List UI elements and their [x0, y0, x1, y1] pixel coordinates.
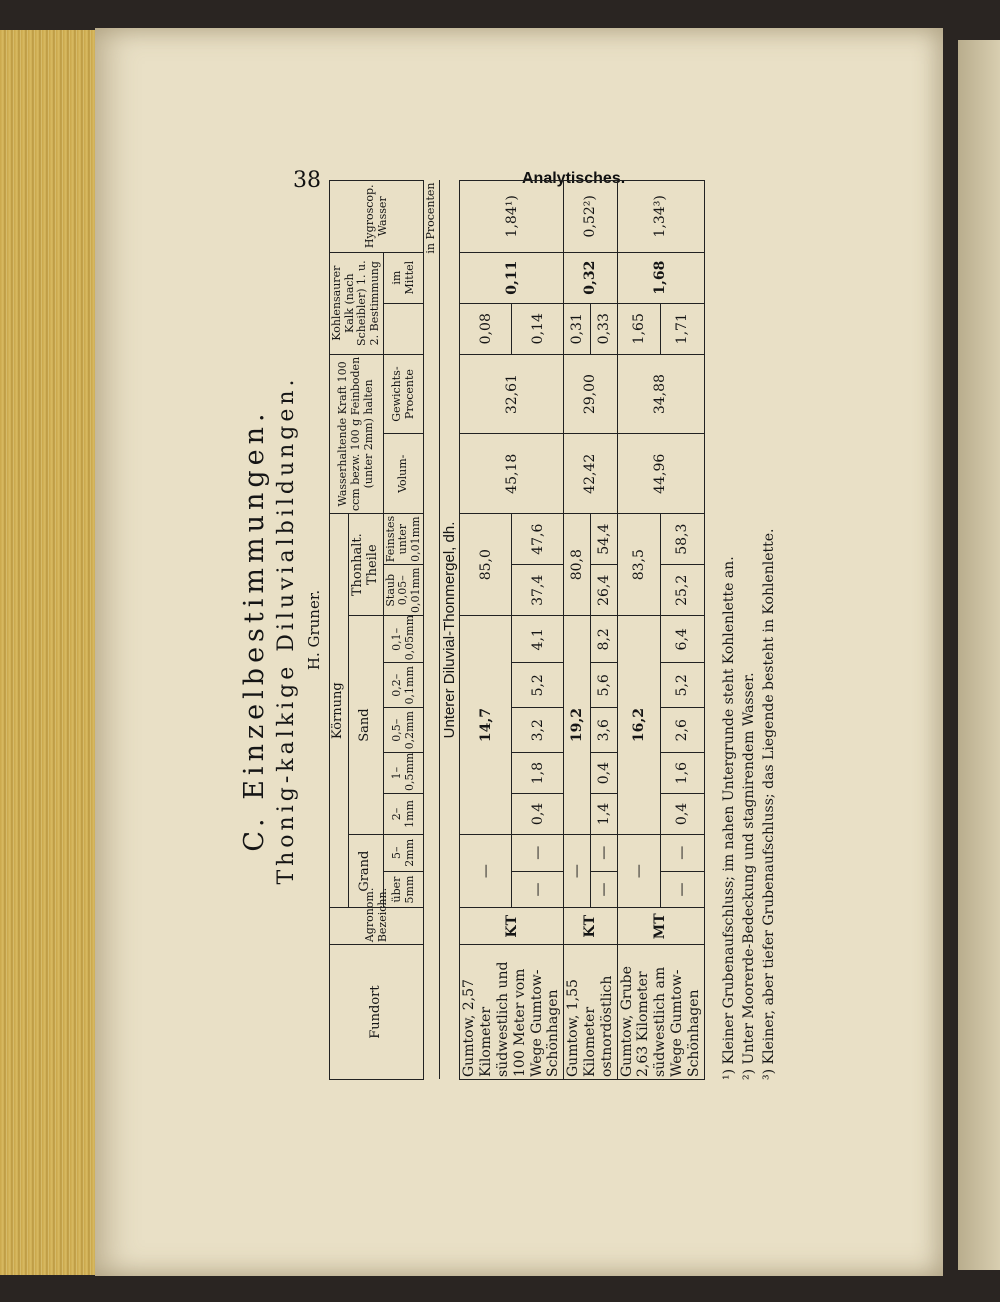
- facing-page-edge: [958, 40, 1000, 1270]
- value-cell: 0,4: [512, 794, 564, 835]
- running-head: Analytisches.: [522, 170, 626, 187]
- header-hygro: Hygroscop. Wasser: [330, 181, 424, 253]
- band-label: Unterer Diluvial-Thonmergel, dh.: [440, 181, 460, 1080]
- value-cell: 5,6: [590, 663, 617, 708]
- header-col-01-005: 0,1–0,05mm: [383, 616, 424, 663]
- value-cell: 3,6: [590, 708, 617, 753]
- header-wasser: Wasserhaltende Kraft 100 ccm bezw. 100 g Feinboden (unter 2mm) halten: [330, 354, 384, 513]
- table-row: [617, 181, 660, 1080]
- header-volum: Volum-: [383, 434, 424, 514]
- sand-total: 16,2: [617, 616, 660, 835]
- value-cell: 37,4: [512, 565, 564, 616]
- header-grand: Grand: [348, 834, 383, 908]
- feinstes-label: Feinstes: [383, 515, 397, 563]
- page-number: 38: [293, 168, 321, 193]
- grand-total: —: [564, 834, 591, 908]
- analysis-table: [329, 180, 705, 1080]
- hygro-cell: 1,34³): [617, 181, 704, 253]
- header-thonhalt: Thonhalt. Theile: [348, 514, 383, 616]
- value-cell: 8,2: [590, 616, 617, 663]
- fundort-cell: Gumtow, 2,57 Kilometer südwestlich und 100 Meter vom Wege Gumtow-Schönhagen: [460, 945, 564, 1080]
- header-koernung: Körnung: [330, 514, 349, 908]
- grand-total: —: [460, 834, 512, 908]
- grand-total: —: [617, 834, 660, 908]
- sand-total: 19,2: [564, 616, 591, 835]
- thon-total: 85,0: [460, 514, 512, 616]
- agronom-cell: MT: [617, 908, 704, 945]
- section-title: C. Einzelbestimmungen.: [239, 408, 270, 852]
- value-cell: 3,2: [512, 708, 564, 753]
- gewicht-cell: 32,61: [460, 354, 564, 434]
- rotated-content: [235, 180, 895, 1080]
- header-col-1-05: 1–0,5mm: [383, 753, 424, 794]
- header-col-05-02: 0,5–0,2mm: [383, 708, 424, 753]
- value-cell: 2,6: [661, 708, 705, 753]
- table-row: [460, 181, 512, 1080]
- value-cell: —: [590, 834, 617, 871]
- value-cell: 25,2: [661, 565, 705, 616]
- value-cell: —: [661, 871, 705, 908]
- header-col-ueber5: über 5mm: [383, 871, 424, 908]
- value-cell: 47,6: [512, 514, 564, 565]
- value-cell: —: [590, 871, 617, 908]
- value-cell: 0,4: [661, 794, 705, 835]
- gewicht-cell: 34,88: [617, 354, 704, 434]
- header-col-02-01: 0,2–0,1mm: [383, 663, 424, 708]
- value-cell: 26,4: [590, 565, 617, 616]
- fundort-cell: Gumtow, Grube 2,63 Kilometer südwestlich am Wege Gumtow-Schönhagen: [617, 945, 704, 1080]
- hygro-cell: 1,84¹): [460, 181, 564, 253]
- agronom-cell: KT: [564, 908, 617, 945]
- mittel-cell: 1,68: [617, 252, 704, 303]
- value-cell: 1,8: [512, 753, 564, 794]
- procent-row: [424, 181, 440, 1080]
- kalk2-cell: 0,33: [590, 303, 617, 354]
- value-cell: 0,4: [590, 753, 617, 794]
- staub-label: Staub: [383, 573, 397, 607]
- band-row: [440, 181, 460, 1080]
- header-gewicht: Gewichts-Procente: [383, 354, 424, 434]
- kalk2-cell: 1,71: [661, 303, 705, 354]
- kalk1-cell: 0,31: [564, 303, 591, 354]
- thon-total: 83,5: [617, 514, 660, 616]
- header-sand: Sand: [348, 616, 383, 835]
- in-procenten: in Procenten: [424, 181, 440, 908]
- header-agronom: Agronom. Bezeichn.: [330, 908, 424, 945]
- volum-cell: 42,42: [564, 434, 617, 514]
- gewicht-cell: 29,00: [564, 354, 617, 434]
- value-cell: 6,4: [661, 616, 705, 663]
- value-cell: —: [661, 834, 705, 871]
- footnote-1: ¹) Kleiner Grubenaufschluss; im nahen Untergrunde steht Kohlenlette an.: [720, 556, 737, 1080]
- section-subtitle: Thonig-kalkige Diluvialbildungen.: [274, 375, 299, 885]
- section-author: H. Gruner.: [305, 589, 323, 671]
- value-cell: —: [512, 871, 564, 908]
- thon-total: 80,8: [564, 514, 591, 616]
- header-fundort: Fundort: [330, 945, 424, 1080]
- volum-cell: 45,18: [460, 434, 564, 514]
- kalk1-cell: 1,65: [617, 303, 660, 354]
- value-cell: 5,2: [512, 663, 564, 708]
- value-cell: 4,1: [512, 616, 564, 663]
- header-col-unter001: Feinstes unter 0,01mm: [383, 514, 424, 565]
- header-col-005-001: Staub 0,05–0,01mm: [383, 565, 424, 616]
- value-cell: 54,4: [590, 514, 617, 565]
- mittel-cell: 0,32: [564, 252, 617, 303]
- value-cell: 58,3: [661, 514, 705, 565]
- fundort-cell: Gumtow, 1,55 Kilometer ostnordöstlich: [564, 945, 617, 1080]
- value-cell: 1,6: [661, 753, 705, 794]
- value-cell: —: [512, 834, 564, 871]
- footnotes: [719, 180, 780, 1080]
- volum-cell: 44,96: [617, 434, 704, 514]
- header-im-mittel: im Mittel: [383, 252, 424, 303]
- value-cell: 5,2: [661, 663, 705, 708]
- sand-total: 14,7: [460, 616, 512, 835]
- header-row-1: [330, 181, 349, 1080]
- header-kalk-blank: [383, 303, 424, 354]
- kalk2-cell: 0,14: [512, 303, 564, 354]
- agronom-cell: KT: [460, 908, 564, 945]
- hygro-cell: 0,52²): [564, 181, 617, 253]
- footnote-3: ³) Kleiner, aber tiefer Grubenaufschluss; das Liegende besteht in Kohlenlette.: [761, 528, 778, 1080]
- mittel-cell: 0,11: [460, 252, 564, 303]
- footnote-2: ²) Unter Moorerde-Bedeckung und stagnirendem Wasser.: [740, 672, 757, 1080]
- kalk1-cell: 0,08: [460, 303, 512, 354]
- value-cell: 1,4: [590, 794, 617, 835]
- header-col-2-1: 2–1mm: [383, 794, 424, 835]
- header-kohlens: Kohlensaurer Kalk (nach Scheibler) 1. u. 2. Bestimmung: [330, 252, 384, 354]
- header-col-5-2: 5–2mm: [383, 834, 424, 871]
- table-row: [564, 181, 591, 1080]
